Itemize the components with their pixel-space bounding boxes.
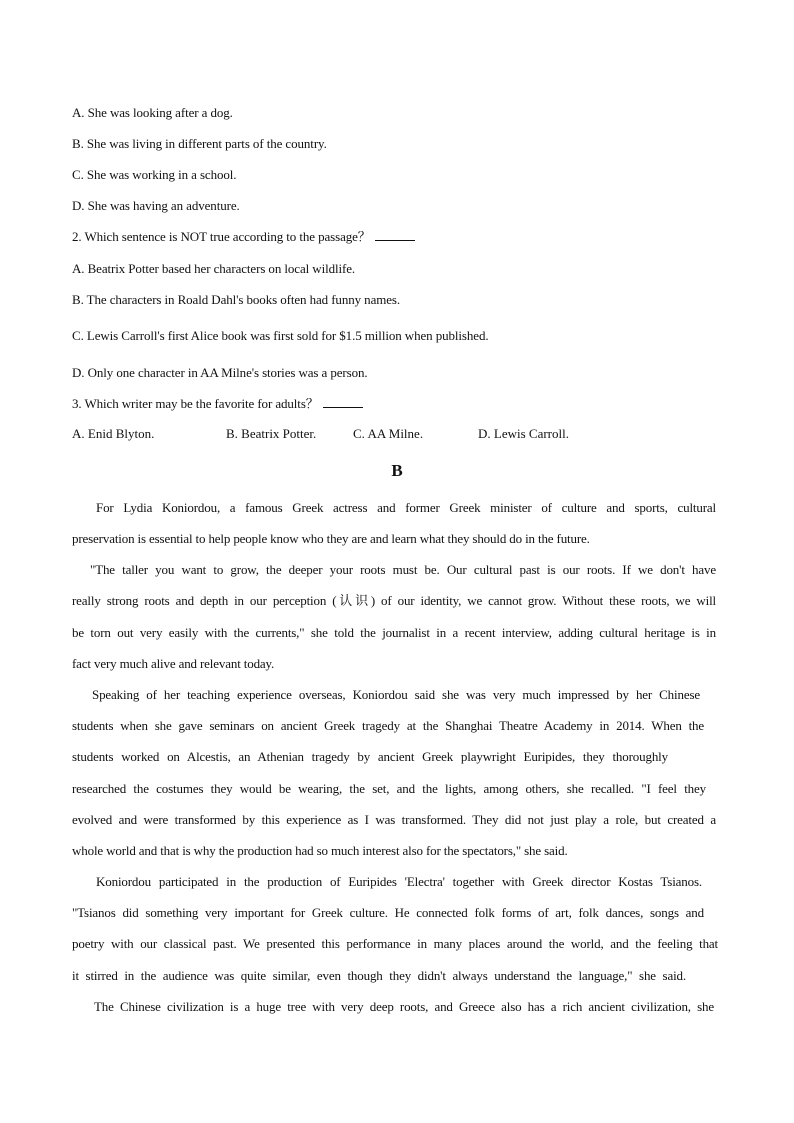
passage-line: students worked on Alcestis, an Athenian tragedy by ancient Greek playwright Euripides, they thoroughly: [72, 749, 668, 764]
q2-answer-blank: [375, 229, 415, 241]
q1-option-b: B. She was living in different parts of the country.: [72, 136, 327, 151]
q3-answer-blank: [323, 396, 363, 408]
passage-line: be torn out very easily with the currents," she told the journalist in a recent interview, adding cultural heritage is in: [72, 625, 716, 640]
q2-stem: [72, 229, 415, 245]
passage-line: "Tsianos did something very important for Greek culture. He connected folk forms of art, folk dances, songs and: [72, 905, 704, 920]
q2-option-b: B. The characters in Roald Dahl's books often had funny names.: [72, 292, 401, 307]
q3-option-a: A. Enid Blyton.: [72, 426, 155, 441]
q2-stem-text: 2. Which sentence is NOT true according to the passage？: [72, 229, 371, 244]
passage-line: fact very much alive and relevant today.: [72, 656, 275, 671]
passage-line: whole world and that is why the production had so much interest also for the spectators," she said.: [72, 843, 568, 858]
q3-stem-text: 3. Which writer may be the favorite for adults？: [72, 396, 319, 411]
q3-option-d: D. Lewis Carroll.: [478, 426, 569, 441]
section-heading: B: [391, 461, 403, 480]
passage-line: preservation is essential to help people know who they are and learn what they should do in the future.: [72, 531, 590, 546]
passage-line: The Chinese civilization is a huge tree with very deep roots, and Greece also has a rich ancient civilization, she: [94, 999, 714, 1014]
q3-option-b: B. Beatrix Potter.: [226, 426, 317, 441]
passage-line: Koniordou participated in the production of Euripides 'Electra' together with Greek director Kostas Tsianos.: [96, 874, 702, 889]
q1-option-d: D. She was having an adventure.: [72, 198, 240, 213]
passage-line: "The taller you want to grow, the deeper your roots must be. Our cultural past is our roots. If we don't have: [90, 562, 716, 577]
q1-option-c: C. She was working in a school.: [72, 167, 237, 182]
q3-options-row: [72, 426, 632, 442]
passage-line: students when she gave seminars on ancient Greek tragedy at the Shanghai Theatre Academy in 2014. When the: [72, 718, 704, 733]
q1-option-a: A. She was looking after a dog.: [72, 105, 233, 120]
passage-line: For Lydia Koniordou, a famous Greek actress and former Greek minister of culture and sports, cultural: [96, 500, 716, 515]
q2-option-a: A. Beatrix Potter based her characters on local wildlife.: [72, 261, 356, 276]
passage-line: it stirred in the audience was quite similar, even though they didn't always understand the language," she said.: [72, 968, 686, 983]
passage-line: really strong roots and depth in our perception (认识) of our identity, we cannot grow. Without these roots, we will: [72, 593, 716, 608]
q2-option-d: D. Only one character in AA Milne's stories was a person.: [72, 365, 368, 380]
q3-option-c: C. AA Milne.: [353, 426, 424, 441]
passage-line: poetry with our classical past. We presented this performance in many places around the world, and the feeling that: [72, 936, 718, 951]
passage-line: Speaking of her teaching experience overseas, Koniordou said she was very much impressed by her Chinese: [92, 687, 700, 702]
passage-line: researched the costumes they would be wearing, the set, and the lights, among others, she recalled. "I feel they: [72, 781, 706, 796]
passage-line: evolved and were transformed by this experience as I was transformed. They did not just play a role, but created a: [72, 812, 716, 827]
q3-stem: [72, 396, 363, 412]
q2-option-c: C. Lewis Carroll's first Alice book was first sold for $1.5 million when published.: [72, 328, 489, 343]
